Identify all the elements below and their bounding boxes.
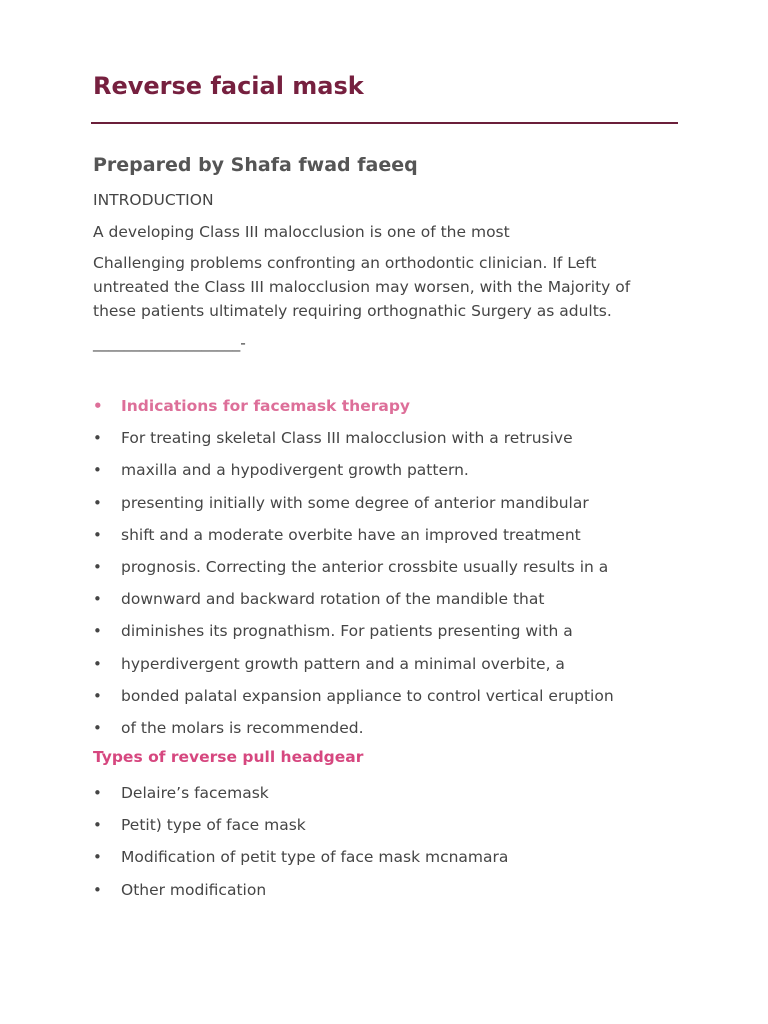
- bullet-icon: •: [93, 493, 102, 512]
- list-item-text: maxilla and a hypodivergent growth pattern.: [121, 461, 469, 480]
- list-item-text: For treating skeletal Class III malocclusion with a retrusive: [121, 429, 573, 448]
- author-line: Prepared by Shafa fwad faeeq: [93, 154, 418, 176]
- bullet-icon: •: [93, 718, 102, 737]
- list-item-text: Other modification: [121, 880, 267, 899]
- list-item-text: diminishes its prognathism. For patients presenting with a: [121, 622, 573, 641]
- intro-paragraph-line: Challenging problems confronting an orthodontic clinician. If Left: [93, 254, 597, 272]
- list-item-text: Petit) type of face mask: [121, 816, 306, 835]
- separator-line: ___________________-: [93, 334, 246, 352]
- bullet-icon: •: [93, 784, 102, 802]
- list-item-text: presenting initially with some degree of anterior mandibular: [121, 493, 589, 512]
- bullet-icon: •: [93, 429, 102, 448]
- list-item-text: shift and a moderate overbite have an improved treatment: [121, 525, 581, 544]
- intro-paragraph-line: untreated the Class III malocclusion may worsen, with the Majority of: [93, 278, 631, 296]
- list-item-text: hyperdivergent growth pattern and a minimal overbite, a: [121, 654, 565, 673]
- bullet-icon: •: [93, 816, 102, 835]
- intro-line: A developing Class III malocclusion is one of the most: [93, 223, 510, 241]
- bullet-icon: •: [93, 686, 102, 705]
- intro-paragraph-line: these patients ultimately requiring orthognathic Surgery as adults.: [93, 302, 612, 320]
- list-item-text: of the molars is recommended.: [121, 718, 364, 737]
- document-title: Reverse facial mask: [93, 72, 364, 100]
- introduction-label: INTRODUCTION: [93, 191, 214, 209]
- list-item-text: Indications for facemask therapy: [121, 397, 411, 415]
- bullet-icon: •: [93, 525, 102, 544]
- intro-paragraph: [93, 251, 653, 323]
- bullet-icon: •: [93, 654, 102, 673]
- bullet-icon: •: [93, 848, 102, 867]
- bullet-icon: •: [93, 397, 103, 415]
- bullet-icon: •: [93, 880, 102, 899]
- bullet-icon: •: [93, 590, 102, 609]
- types-heading: Types of reverse pull headgear: [93, 748, 364, 766]
- list-item-text: prognosis. Correcting the anterior crossbite usually results in a: [121, 557, 609, 576]
- list-item-text: downward and backward rotation of the mandible that: [121, 590, 545, 609]
- list-item-text: bonded palatal expansion appliance to control vertical eruption: [121, 686, 614, 705]
- list-item-text: Delaire’s facemask: [121, 784, 269, 802]
- bullet-icon: •: [93, 461, 102, 480]
- bullet-icon: •: [93, 557, 102, 576]
- title-divider: [91, 122, 678, 124]
- bullet-icon: •: [93, 622, 102, 641]
- list-item-text: Modification of petit type of face mask mcnamara: [121, 848, 509, 867]
